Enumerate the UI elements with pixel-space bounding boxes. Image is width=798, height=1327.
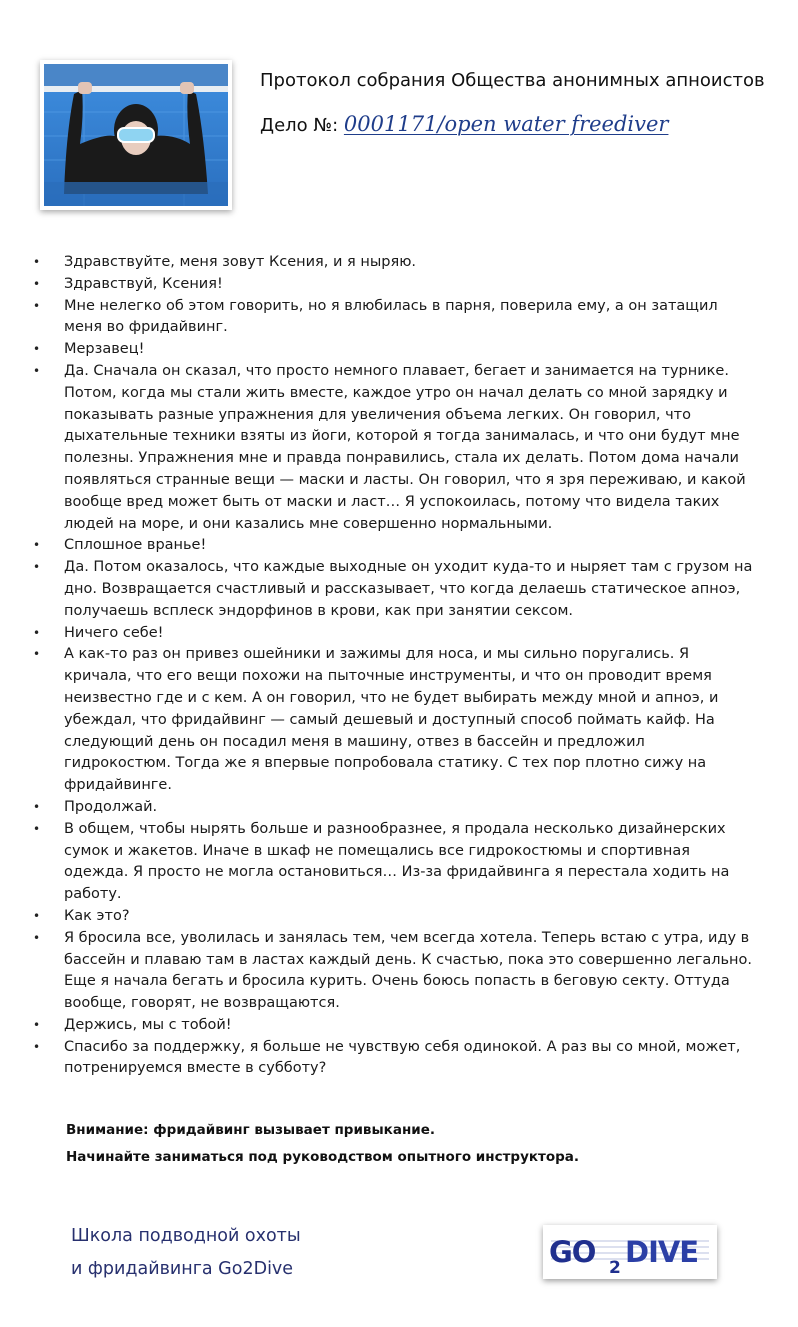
dialogue-item: • Здравствуй, Ксения! bbox=[33, 274, 753, 296]
warning-block bbox=[66, 1117, 579, 1171]
dialogue-item: • Спасибо за поддержку, я больше не чувствую себя одинокой. А раз вы со мной, может, потренируемся вместе в субботу? bbox=[33, 1037, 753, 1081]
dialogue-item: • Да. Сначала он сказал, что просто немного плавает, бегает и занимается на турнике. Потом, когда мы стали жить вместе, каждое утро он начал делать со мной зарядку и показывать разные упражнения для увеличения объема легких. Он говорил, что дыхательные техники взяты из йоги, которой я тогда занималась, и что они будут мне полезны. Упражнения мне и правда понравились, стала их делать. Потом дома начали появляться странные вещи — маски и ласты. Он говорил, что я зря переживаю, и какой вообще вред может быть от маски и ласт… Я успокоилась, потому что видела таких людей на море, и они казались мне совершенно нормальными. bbox=[33, 361, 753, 535]
dialogue-item: • Я бросила все, уволилась и занялась тем, чем всегда хотела. Теперь встаю с утра, иду в бассейн и плаваю там в ластах каждый день. К счастью, пока это совершенно легально. Еще я начала бегать и бросила курить. Очень боюсь попасть в беговую секту. Оттуда вообще, говорят, не возвращаются. bbox=[33, 928, 753, 1015]
dialogue-item: • Держись, мы с тобой! bbox=[33, 1015, 753, 1037]
case-line bbox=[260, 112, 678, 136]
logo-text-go: GO bbox=[549, 1235, 596, 1269]
school-line: Школа подводной охоты bbox=[71, 1226, 301, 1246]
go2dive-logo bbox=[543, 1225, 717, 1279]
dialogue-item: • Продолжай. bbox=[33, 797, 753, 819]
dialogue-item: • Сплошное вранье! bbox=[33, 535, 753, 557]
logo-text-two: 2 bbox=[609, 1258, 621, 1278]
dialogue-item: • Мерзавец! bbox=[33, 339, 753, 361]
dialogue-item: • А как-то раз он привез ошейники и зажимы для носа, и мы сильно поругались. Я кричала, что его вещи похожи на пыточные инструменты, и что он проводит время неизвестно где и с кем. А он говорил, что не будет выбирать между мной и апноэ, и убеждал, что фридайвинг — самый дешевый и доступный способ поймать кайф. На следующий день он посадил меня в машину, отвез в бассейн и предложил гидрокостюм. Тогда же я впервые попробовала статику. С тех пор плотно сижу на фридайвинге. bbox=[33, 644, 753, 797]
dialogue-item: • Мне нелегко об этом говорить, но я влюбилась в парня, поверила ему, а он затащил меня во фридайвинг. bbox=[33, 296, 753, 340]
page-title: Протокол собрания Общества анонимных апноистов bbox=[260, 70, 765, 91]
dialogue-item: • Здравствуйте, меня зовут Ксения, и я ныряю. bbox=[33, 252, 753, 274]
dialogue-item: • Да. Потом оказалось, что каждые выходные он уходит куда-то и ныряет там с грузом на дно. Возвращается счастливый и рассказывает, что когда делаешь статическое апноэ, получаешь всплеск эндорфинов в крови, как при занятии сексом. bbox=[33, 557, 753, 622]
freediver-photo bbox=[40, 60, 232, 210]
warning-line: Внимание: фридайвинг вызывает привыкание. bbox=[66, 1122, 436, 1138]
logo-text-dive: DIVE bbox=[625, 1235, 699, 1269]
dialogue-item: • Как это? bbox=[33, 906, 753, 928]
case-label: Дело №: bbox=[260, 115, 339, 136]
school-line: и фридайвинга Go2Dive bbox=[71, 1259, 294, 1279]
freediver-photo-image bbox=[44, 64, 228, 206]
school-name bbox=[71, 1220, 301, 1286]
case-number: 0001171/open water freediver bbox=[343, 112, 669, 136]
warning-line: Начинайте заниматься под руководством опытного инструктора. bbox=[66, 1149, 580, 1165]
dialogue-list bbox=[33, 252, 753, 1080]
go2dive-logo-image bbox=[543, 1225, 717, 1279]
dialogue-item: • В общем, чтобы нырять больше и разнообразнее, я продала несколько дизайнерских сумок и жакетов. Иначе в шкаф не помещались все гидрокостюмы и спортивная одежда. Я просто не могла остановиться… Из-за фридайвинга я перестала ходить на работу. bbox=[33, 819, 753, 906]
dialogue-item: • Ничего себе! bbox=[33, 623, 753, 645]
